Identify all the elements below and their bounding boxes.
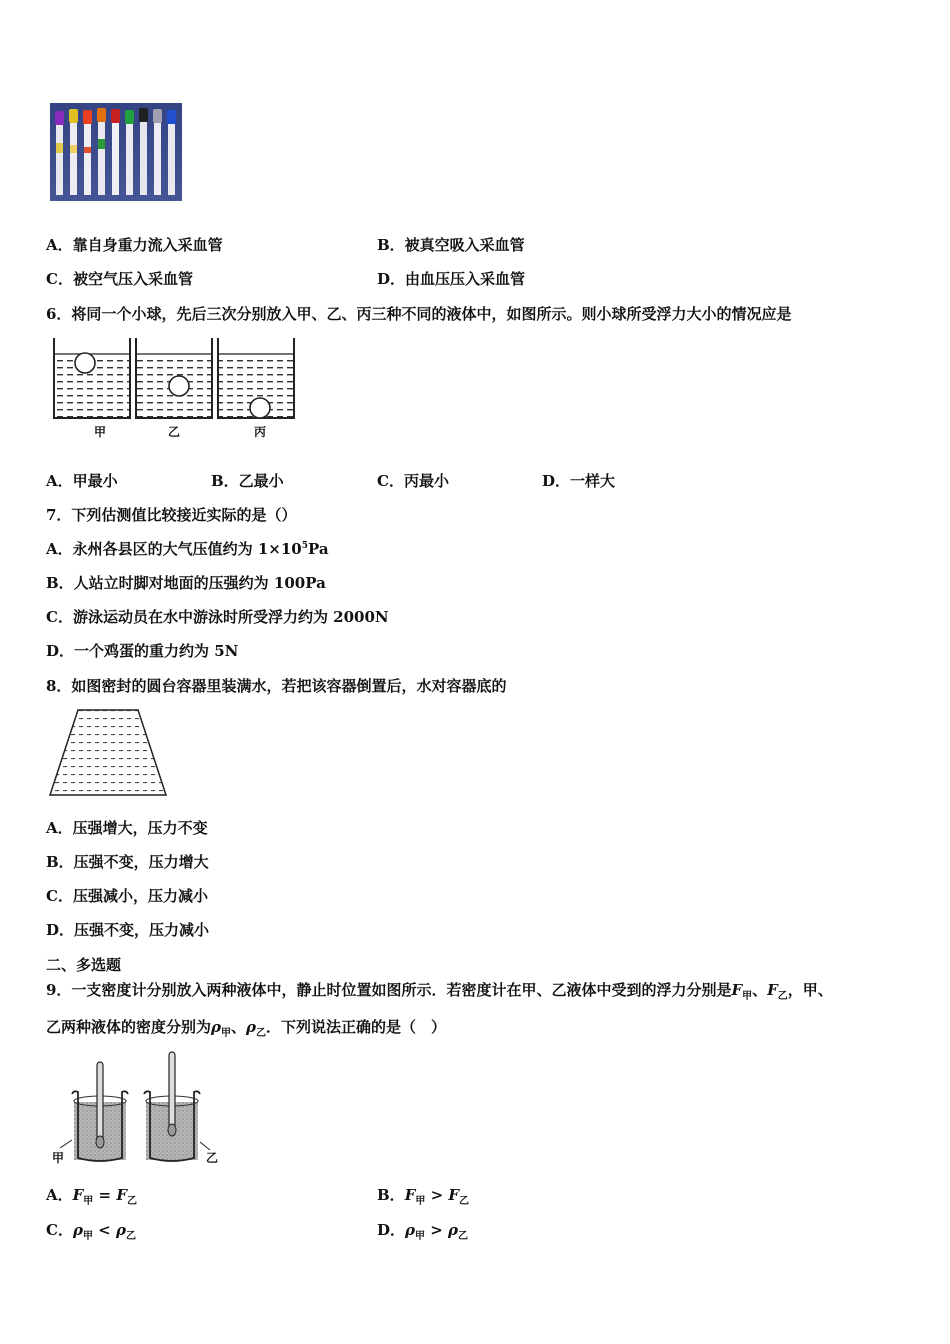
- q9-operator: <: [92, 1221, 116, 1239]
- q9-sub-jia: 甲: [415, 1231, 425, 1242]
- q9-option-letter: D．: [377, 1221, 406, 1239]
- q9-option-d: [377, 1220, 468, 1240]
- q7-option-a: [46, 539, 329, 559]
- q9-symbol-f: F: [731, 981, 743, 999]
- q9-option-a: [46, 1185, 137, 1205]
- q9-sub-jia: 甲: [82, 1231, 93, 1242]
- q9-sub-yi: 乙: [256, 1028, 266, 1039]
- q9-separator: 、: [752, 981, 768, 999]
- q9-sub-jia: 甲: [742, 991, 753, 1002]
- q9-separator: 、: [231, 1018, 247, 1036]
- q9-label-yi: 乙: [206, 1151, 219, 1165]
- q9-symbol-rho: ρ: [115, 1221, 126, 1239]
- q7-stem: 7．下列估测值比较接近实际的是（）: [46, 506, 297, 524]
- q9-sub-yi: 乙: [458, 1231, 468, 1242]
- q9-sub-jia: 甲: [415, 1196, 426, 1207]
- q8-option-c: C．压强减小，压力减小: [46, 887, 208, 905]
- q6-option-b: B．乙最小: [211, 472, 284, 490]
- q9-symbol-f: F: [72, 1186, 84, 1204]
- q9-symbol-f: F: [767, 981, 778, 999]
- q9-stem-text: ，甲、: [787, 981, 833, 999]
- q9-symbol-rho: ρ: [448, 1221, 458, 1239]
- q6-label-jia: 甲: [94, 425, 107, 439]
- q5-option-a: A．靠自身重力流入采血管: [46, 236, 223, 254]
- q9-option-letter: B．: [377, 1186, 405, 1204]
- q9-option-letter: C．: [46, 1221, 73, 1239]
- q9-option-b: [377, 1185, 469, 1205]
- q5-option-b: B．被真空吸入采血管: [377, 236, 525, 254]
- q9-sub-yi: 乙: [126, 1196, 137, 1207]
- q9-symbol-rho: ρ: [246, 1018, 256, 1036]
- q9-symbol-f: F: [116, 1186, 127, 1204]
- q8-frustum-container-figure: [46, 707, 170, 799]
- q7-option-b: B．人站立时脚对地面的压强约为 100Pa: [46, 574, 326, 592]
- q7-option-c: C．游泳运动员在水中游泳时所受浮力约为 2000N: [46, 608, 389, 626]
- q7-option-a-unit: Pa: [308, 540, 329, 558]
- q9-symbol-rho: ρ: [72, 1221, 83, 1239]
- q9-stem-line2: [46, 1017, 446, 1037]
- q9-stem-text: ．下列说法正确的是（ ）: [266, 1018, 447, 1036]
- q9-operator: =: [93, 1186, 117, 1204]
- q9-symbol-rho: ρ: [405, 1221, 415, 1239]
- q8-option-a: A．压强增大，压力不变: [46, 819, 208, 837]
- q7-option-a-text: A．永州各县区的大气压值约为 1×10: [46, 540, 302, 558]
- q7-option-d: D．一个鸡蛋的重力约为 5N: [46, 642, 239, 660]
- q9-option-letter: A．: [46, 1186, 73, 1204]
- q6-option-a: A．甲最小: [46, 472, 118, 490]
- q9-sub-jia: 甲: [221, 1028, 231, 1039]
- q9-option-c: [46, 1220, 136, 1240]
- q9-operator: >: [425, 1221, 449, 1239]
- q8-stem: 8．如图密封的圆台容器里装满水，若把该容器倒置后，水对容器底的: [46, 677, 507, 695]
- q6-stem: 6．将同一个小球，先后三次分别放入甲、乙、丙三种不同的液体中，如图所示。则小球所受浮力大小的情况应是: [46, 305, 792, 323]
- q8-option-d: D．压强不变，压力减小: [46, 921, 210, 939]
- q9-label-jia: 甲: [52, 1151, 65, 1165]
- blood-tubes-photo: [50, 103, 182, 201]
- q9-hydrometer-beakers-figure: [50, 1050, 222, 1166]
- q9-operator: >: [425, 1186, 449, 1204]
- q6-label-bing: 丙: [254, 425, 267, 439]
- q9-stem-text: 乙两种液体的密度分别为: [46, 1018, 212, 1036]
- q5-option-c: C．被空气压入采血管: [46, 270, 193, 288]
- q9-sub-yi: 乙: [777, 991, 788, 1002]
- q8-option-b: B．压强不变，压力增大: [46, 853, 209, 871]
- q6-option-d: D．一样大: [542, 472, 616, 490]
- q9-symbol-f: F: [404, 1186, 416, 1204]
- section-title-multiple-choice: 二、多选题: [46, 956, 122, 974]
- q9-stem-line1: [46, 980, 833, 1000]
- q9-sub-yi: 乙: [459, 1196, 470, 1207]
- q9-symbol-rho: ρ: [211, 1018, 221, 1036]
- q9-symbol-f: F: [448, 1186, 460, 1204]
- q6-label-yi: 乙: [168, 425, 181, 439]
- q5-option-d: D．由血压压入采血管: [377, 270, 526, 288]
- q9-sub-yi: 乙: [125, 1231, 136, 1242]
- q9-sub-jia: 甲: [83, 1196, 94, 1207]
- q6-option-c: C．丙最小: [377, 472, 449, 490]
- q7-option-a-exponent: 5: [301, 541, 309, 551]
- q9-stem-text: 9．一支密度计分别放入两种液体中，静止时位置如图所示．若密度计在甲、乙液体中受到的浮力分别是: [46, 981, 732, 999]
